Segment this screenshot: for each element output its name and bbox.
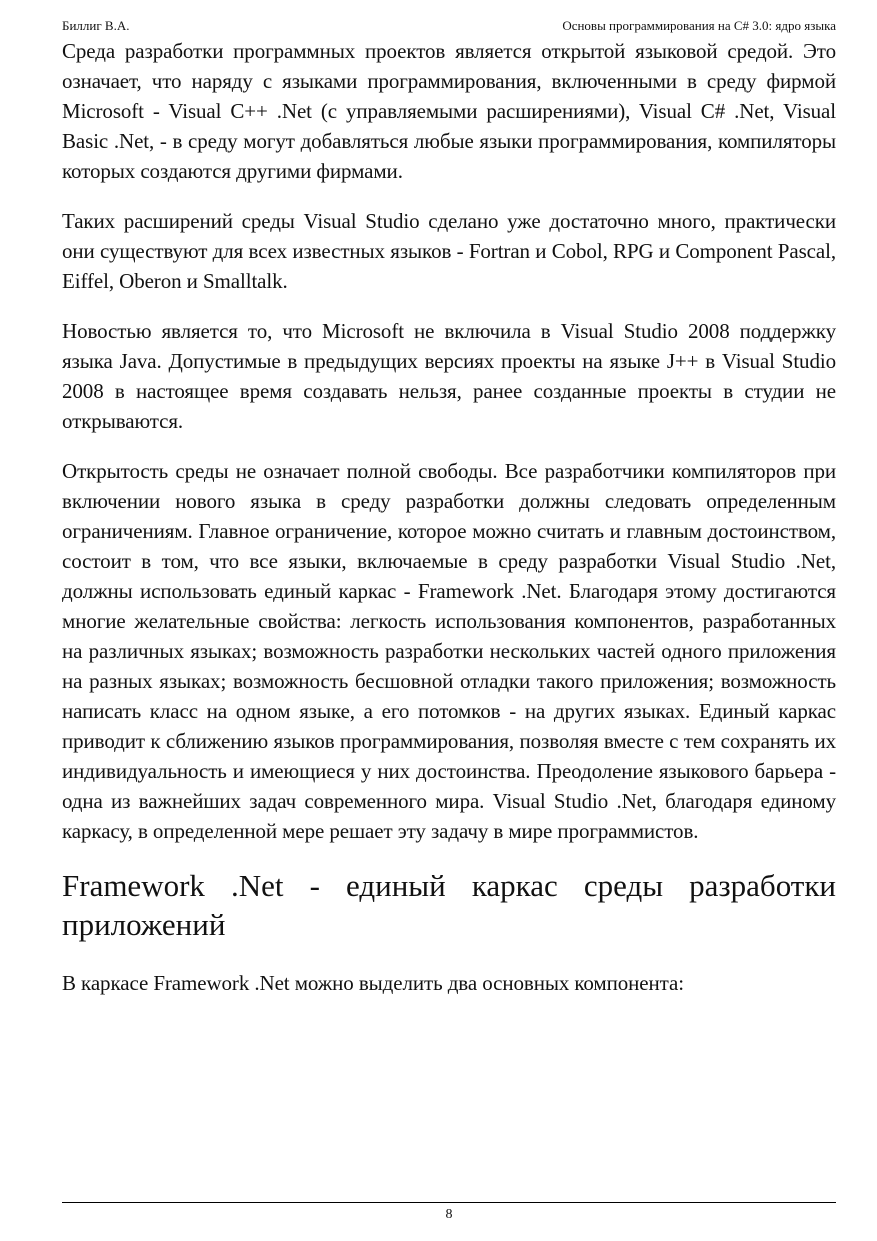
paragraph: Среда разработки программных проектов является открытой языковой средой. Это означает, что наряду с языками программирования, включенными в среду фирмой Microsoft - Visual C++ .Net (с управляемыми расширениями), Visual C# .Net, Visual Basic .Net, - в среду могут добавляться любые языки программирования, компиляторы которых создаются другими фирмами. xyxy=(62,39,836,183)
paragraph: Новостью является то, что Microsoft не включила в Visual Studio 2008 поддержку языка Java. Допустимые в предыдущих версиях проекты на языке J++ в Visual Studio 2008 в настоящее время создавать нельзя, ранее созданные проекты в студии не открываются. xyxy=(62,319,836,433)
section-heading: Framework .Net - единый каркас среды разработки приложений xyxy=(62,868,836,942)
page-content xyxy=(62,36,836,1018)
book-title: Основы программирования на C# 3.0: ядро языка xyxy=(562,18,836,33)
footer-divider xyxy=(62,1202,836,1203)
paragraph: Таких расширений среды Visual Studio сделано уже достаточно много, практически они существуют для всех известных языков - Fortran и Cobol, RPG и Component Pascal, Eiffel, Oberon и Smalltalk. xyxy=(62,209,836,293)
paragraph: Открытость среды не означает полной свободы. Все разработчики компиляторов при включении нового языка в среду разработки должны следовать определенным ограничениям. Главное ограничение, которое можно считать и главным достоинством, состоит в том, что все языки, включаемые в среду разработки Visual Studio .Net, должны использовать единый каркас - Framework .Net. Благодаря этому достигаются многие желательные свойства: легкость использования компонентов, разработанных на различных языках; возможность разработки нескольких частей одного приложения на разных языках; возможность бесшовной отладки такого приложения; возможность написать класс на одном языке, а его потомков - на других языках. Единый каркас приводит к сближению языков программирования, позволяя вместе с тем сохранять их индивидуальность и имеющиеся у них достоинства. Преодоление языкового барьера - одна из важнейших задач современного мира. Visual Studio .Net, благодаря единому каркасу, в определенной мере решает эту задачу в мире программистов. xyxy=(62,459,836,843)
page-header xyxy=(62,16,836,36)
author-name: Биллиг В.А. xyxy=(62,18,130,33)
paragraph: В каркасе Framework .Net можно выделить два основных компонента: xyxy=(62,971,684,995)
page-number: 8 xyxy=(445,1207,453,1222)
